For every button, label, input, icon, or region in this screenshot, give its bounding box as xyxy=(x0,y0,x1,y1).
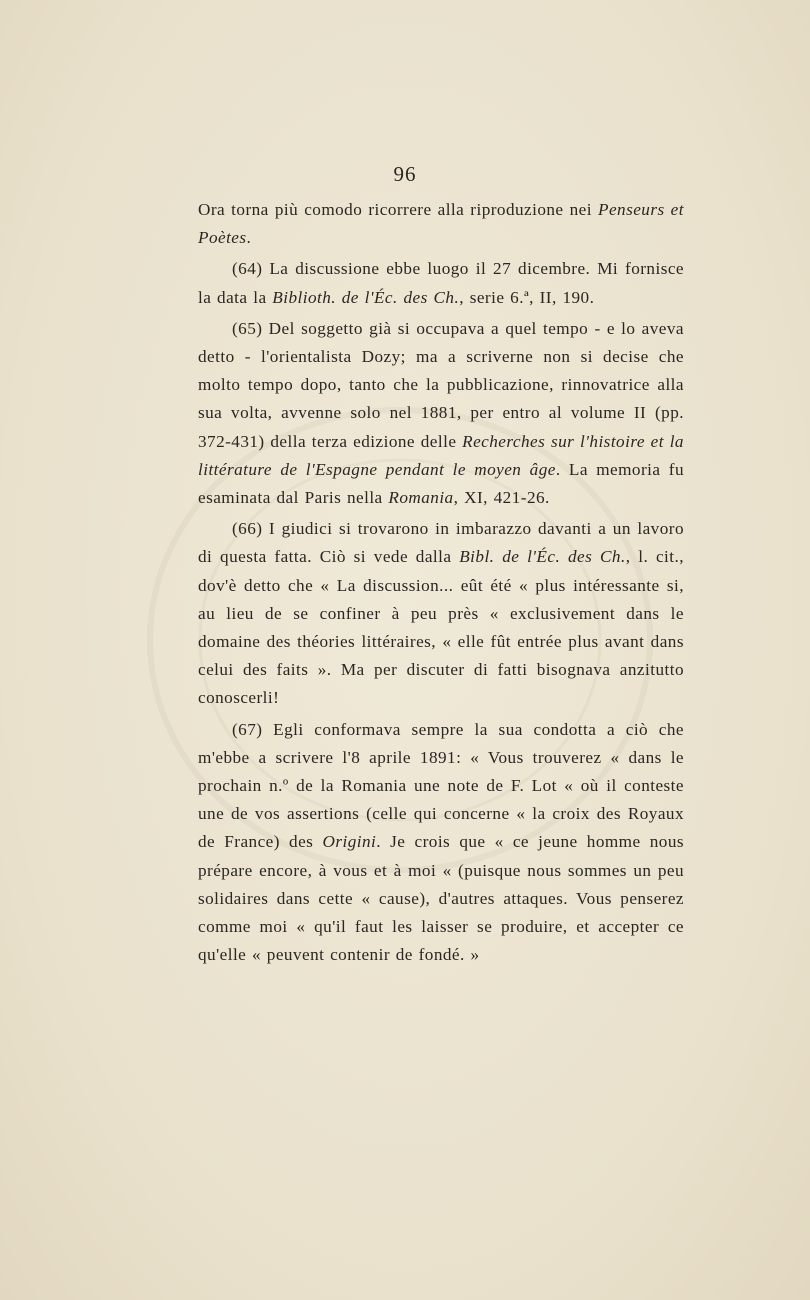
italic-title: Biblioth. de l'Éc. des Ch. xyxy=(272,287,460,307)
text-run: Ora torna più comodo ricorrere alla riproduzione nei xyxy=(198,200,598,219)
italic-title: Bibl. de l'Éc. des Ch. xyxy=(459,547,626,567)
text-run: (66) I giudici si trovarono in imbarazzo davanti a un lavoro di questa fatta. Ciò si vede dalla xyxy=(198,519,684,567)
italic-title: Penseurs et Poètes xyxy=(198,200,684,248)
text-run: (67) Egli conformava sempre la sua condotta a ciò che m'ebbe a scrivere l'8 aprile 1891: « Vous trouverez « dans le prochain n.º de la Romania une note de F. Lot « où il conteste une de vos assertions (celle qui concerne « la croix des Royaux de France) des xyxy=(198,719,684,852)
text-run: . Je crois que « ce jeune homme nous prépare encore, à vous et à moi « (puisque nous sommes un peu solidaires dans cette « cause), d'autres attaques. Vous penserez comme moi « qu'il faut les laisser se produire, et accepter ce qu'elle « peuvent contenir de fondé. » xyxy=(198,832,684,965)
italic-title: Romania xyxy=(388,488,454,508)
italic-title: Recherches sur l'histoire et la littérature de l'Espagne pendant le moyen âge xyxy=(198,431,684,479)
text-run: . xyxy=(246,228,252,248)
footnote-66 xyxy=(198,515,684,712)
footnote-65 xyxy=(198,315,684,512)
text-run: , l. cit., dov'è detto che « La discussion... eût été « plus intéressante si, au lieu de se confiner à peu près « exclusivement dans le domaine des théories littéraires, « elle fût entrée plus avant dans celui des faits ». Ma per discuter di fatti bisognava anzitutto conoscerli! xyxy=(198,547,684,708)
page-number: 96 xyxy=(393,162,417,186)
text-run: (65) Del soggetto già si occupava a quel tempo - e lo aveva detto - l'orientalista Dozy; ma a scriverne non si decise che molto tempo dopo, tanto che la pubblicazione, rinnovatrice alla sua volta, avvenne solo nel 1881, per entro al volume II (pp. 372-431) della terza edizione delle xyxy=(198,318,684,451)
text-run: (64) La discussione ebbe luogo il 27 dicembre. Mi fornisce la data la xyxy=(198,259,684,307)
text-run: , XI, 421-26. xyxy=(453,488,550,508)
text-run: , serie 6.ª, II, 190. xyxy=(459,287,595,307)
text-run: . La memoria fu esaminata dal Paris nella xyxy=(198,459,684,508)
paragraph-intro xyxy=(198,196,684,252)
italic-title: Origini xyxy=(322,832,377,852)
footnote-67 xyxy=(198,716,684,970)
footnote-64 xyxy=(198,255,684,311)
footnotes-text xyxy=(198,196,684,969)
